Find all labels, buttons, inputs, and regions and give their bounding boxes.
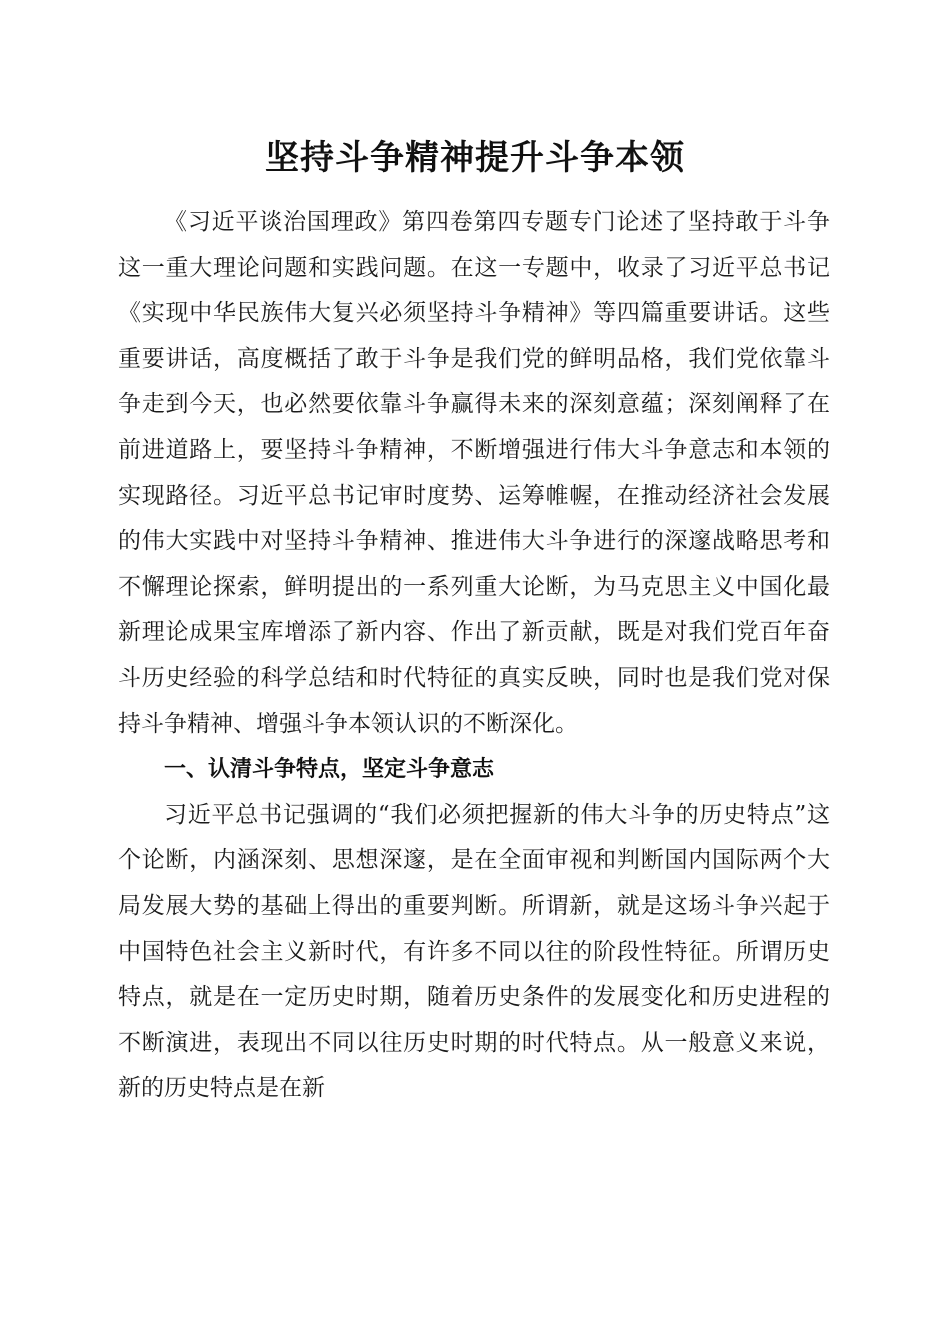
document-title: 坚持斗争精神提升斗争本领: [265, 138, 685, 178]
section-heading: 一、认清斗争特点，坚定斗争意志: [164, 757, 495, 783]
intro-paragraph: 《习近平谈治国理政》第四卷第四专题专门论述了坚持敢于斗争这一重大理论问题和实践问题。在这一专题中，收录了习近平总书记《实现中华民族伟大复兴必须坚持斗争精神》等四篇重要讲话。这些重要讲话，高度概括了敢于斗争是我们党的鲜明品格，我们党依靠斗争走到今天，也必然要依靠斗争赢得未来的深刻意蕴；深刻阐释了在前进道路上，要坚持斗争精神，不断增强进行伟大斗争意志和本领的实现路径。习近平总书记审时度势、运筹帷幄，在推动经济社会发展的伟大实践中对坚持斗争精神、推进伟大斗争进行的深邃战略思考和不懈理论探索，鲜明提出的一系列重大论断，为马克思主义中国化最新理论成果宝库增添了新内容、作出了新贡献，既是对我们党百年奋斗历史经验的科学总结和时代特征的真实反映，同时也是我们党对保持斗争精神、增强斗争本领认识的不断深化。: [118, 209, 830, 737]
section-paragraph: 习近平总书记强调的“我们必须把握新的伟大斗争的历史特点”这个论断，内涵深刻、思想深邃，是在全面审视和判断国内国际两个大局发展大势的基础上得出的重要判断。所谓新，就是这场斗争兴起于中国特色社会主义新时代，有许多不同以往的阶段性特征。所谓历史特点，就是在一定历史时期，随着历史条件的发展变化和历史进程的不断演进，表现出不同以往历史时期的时代特点。从一般意义来说，新的历史特点是在新: [118, 801, 830, 1102]
document-body: [118, 200, 830, 1112]
